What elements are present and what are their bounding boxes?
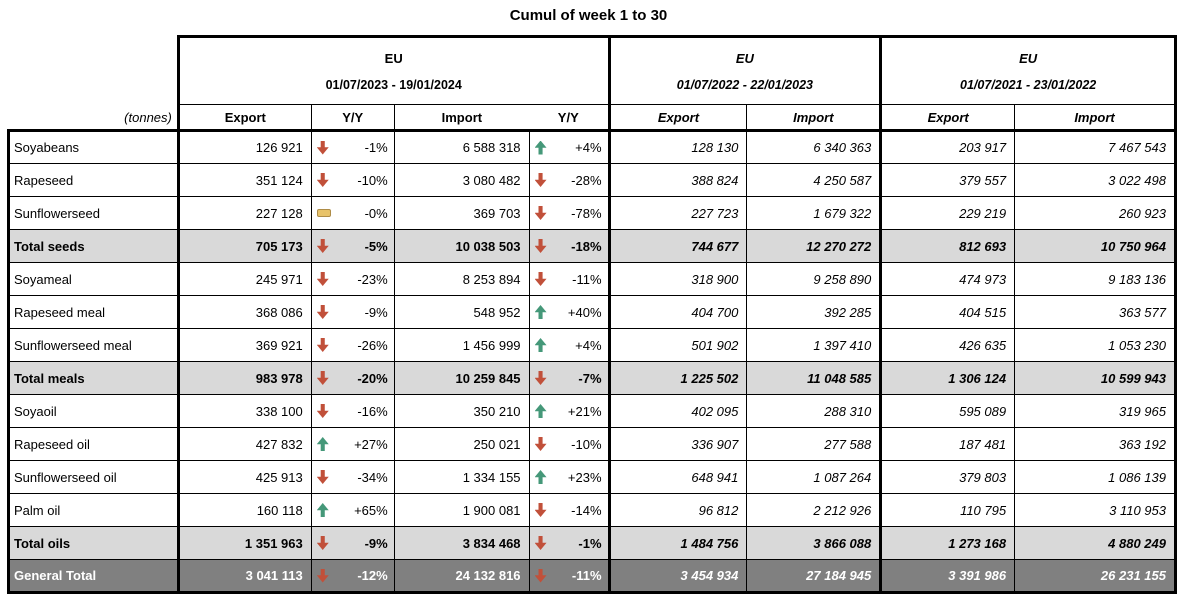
- import-yy-value: +4%: [575, 337, 602, 353]
- import-yy-cell: [529, 296, 609, 329]
- import-yy-value: +23%: [567, 469, 602, 485]
- prev2-import-value: 363 192: [1015, 428, 1176, 461]
- trend-icon: [535, 404, 547, 418]
- export-yy-value: -5%: [364, 238, 388, 254]
- table-row: [9, 461, 1176, 494]
- export-yy-value: -26%: [357, 337, 388, 353]
- export-value: 351 124: [178, 164, 311, 197]
- prev1-import-value: 6 340 363: [747, 131, 881, 164]
- export-yy-value: -23%: [357, 271, 388, 287]
- table-row-total-meals: [9, 362, 1176, 395]
- prev1-import-value: 1 679 322: [747, 197, 881, 230]
- trend-icon: [317, 305, 329, 319]
- table-row: [9, 197, 1176, 230]
- prev1-import-value: 1 087 264: [747, 461, 881, 494]
- import-yy-value: -14%: [571, 502, 602, 518]
- period-label: 01/07/2023 - 19/01/2024: [325, 77, 462, 92]
- export-value: 245 971: [178, 263, 311, 296]
- import-value: 6 588 318: [394, 131, 529, 164]
- export-yy-value: -9%: [364, 535, 388, 551]
- row-label: Sunflowerseed meal: [9, 329, 179, 362]
- report-table: [7, 35, 1177, 594]
- prev2-export-value: 379 557: [881, 164, 1015, 197]
- table-row: [9, 296, 1176, 329]
- import-value: 350 210: [394, 395, 529, 428]
- import-yy-cell: [529, 560, 609, 593]
- prev1-import-value: 9 258 890: [747, 263, 881, 296]
- trend-icon: [535, 239, 547, 253]
- trend-icon: [317, 437, 329, 451]
- import-yy-cell: [529, 197, 609, 230]
- export-yy-value: -9%: [364, 304, 388, 320]
- row-label: Soyaoil: [9, 395, 179, 428]
- prev2-export-value: 3 391 986: [881, 560, 1015, 593]
- import-yy-value: +21%: [567, 403, 602, 419]
- table-row: [9, 395, 1176, 428]
- prev2-export-value: 595 089: [881, 395, 1015, 428]
- table-row: [9, 263, 1176, 296]
- prev2-import-value: 26 231 155: [1015, 560, 1176, 593]
- prev2-import-value: 10 599 943: [1015, 362, 1176, 395]
- row-label: Palm oil: [9, 494, 179, 527]
- import-value: 10 038 503: [394, 230, 529, 263]
- prev1-export-value: 744 677: [609, 230, 747, 263]
- prev1-import-value: 12 270 272: [747, 230, 881, 263]
- region-label: EU: [735, 50, 754, 66]
- trend-icon: [317, 470, 329, 484]
- import-yy-cell: [529, 164, 609, 197]
- export-yy-value: +27%: [354, 436, 388, 452]
- table-row: [9, 131, 1176, 164]
- import-yy-value: -11%: [572, 271, 602, 287]
- prev2-export-value: 379 803: [881, 461, 1015, 494]
- row-label: Soyameal: [9, 263, 179, 296]
- export-yy-value: -0%: [364, 205, 388, 221]
- import-yy-cell: [529, 395, 609, 428]
- prev2-export-value: 203 917: [881, 131, 1015, 164]
- prev1-import-value: 2 212 926: [747, 494, 881, 527]
- import-value: 3 080 482: [394, 164, 529, 197]
- import-yy-value: -11%: [571, 568, 602, 583]
- trend-icon: [317, 338, 329, 352]
- trend-icon: [317, 173, 329, 187]
- prev1-export-value: 402 095: [609, 395, 747, 428]
- region-label: EU: [1019, 50, 1038, 66]
- col-header-export-prev2: Export: [881, 105, 1015, 131]
- prev1-export-value: 404 700: [609, 296, 747, 329]
- prev1-import-value: 288 310: [747, 395, 881, 428]
- page-title: Cumul of week 1 to 30: [509, 7, 668, 24]
- prev2-export-value: 229 219: [881, 197, 1015, 230]
- header-columns-row: [9, 105, 1176, 131]
- import-yy-value: -7%: [578, 370, 602, 386]
- trend-icon: [317, 569, 329, 583]
- import-yy-cell: [529, 461, 609, 494]
- export-yy-value: -1%: [364, 140, 388, 155]
- prev1-export-value: 96 812: [609, 494, 747, 527]
- import-yy-cell: [529, 131, 609, 164]
- import-value: 1 456 999: [394, 329, 529, 362]
- import-yy-value: -18%: [571, 238, 602, 254]
- import-value: 1 334 155: [394, 461, 529, 494]
- prev1-import-value: 3 866 088: [747, 527, 881, 560]
- row-label: Sunflowerseed: [9, 197, 179, 230]
- trend-icon: [535, 338, 547, 352]
- import-yy-cell: [529, 263, 609, 296]
- export-yy-cell: [311, 296, 394, 329]
- import-yy-value: -10%: [571, 436, 602, 452]
- export-value: 427 832: [178, 428, 311, 461]
- prev1-export-value: 336 907: [609, 428, 747, 461]
- import-yy-cell: [529, 494, 609, 527]
- table-row-total-seeds: [9, 230, 1176, 263]
- prev2-export-value: 404 515: [881, 296, 1015, 329]
- prev2-import-value: 9 183 136: [1015, 263, 1176, 296]
- export-value: 1 351 963: [178, 527, 311, 560]
- prev2-export-value: 110 795: [881, 494, 1015, 527]
- export-yy-cell: [311, 197, 394, 230]
- export-value: 338 100: [178, 395, 311, 428]
- prev2-import-value: 7 467 543: [1015, 131, 1176, 164]
- trend-icon: [317, 404, 329, 418]
- header-spacer: [9, 37, 179, 105]
- prev1-import-value: 392 285: [747, 296, 881, 329]
- trend-icon: [317, 239, 329, 253]
- prev1-export-value: 1 484 756: [609, 527, 747, 560]
- prev1-export-value: 501 902: [609, 329, 747, 362]
- prev1-import-value: 1 397 410: [747, 329, 881, 362]
- trend-icon: [317, 371, 329, 385]
- export-yy-cell: [311, 164, 394, 197]
- row-label: Total meals: [9, 362, 179, 395]
- import-yy-cell: [529, 527, 609, 560]
- col-header-export-prev1: Export: [609, 105, 747, 131]
- export-yy-cell: [311, 428, 394, 461]
- row-label: Total seeds: [9, 230, 179, 263]
- period-group-prev2: [881, 37, 1176, 105]
- table-row: [9, 428, 1176, 461]
- prev1-import-value: 27 184 945: [747, 560, 881, 593]
- col-header-export: Export: [178, 105, 311, 131]
- trend-icon: [317, 272, 329, 286]
- row-label: Sunflowerseed oil: [9, 461, 179, 494]
- row-label: Rapeseed oil: [9, 428, 179, 461]
- export-value: 425 913: [178, 461, 311, 494]
- col-header-import-prev1: Import: [747, 105, 881, 131]
- import-value: 369 703: [394, 197, 529, 230]
- row-label: Soyabeans: [9, 131, 179, 164]
- import-value: 548 952: [394, 296, 529, 329]
- export-yy-cell: [311, 461, 394, 494]
- export-yy-value: -20%: [357, 370, 388, 386]
- import-yy-cell: [529, 362, 609, 395]
- import-value: 24 132 816: [394, 560, 529, 593]
- export-yy-cell: [311, 131, 394, 164]
- trend-icon: [535, 470, 547, 484]
- prev2-import-value: 1 086 139: [1015, 461, 1176, 494]
- import-value: 10 259 845: [394, 362, 529, 395]
- export-value: 983 978: [178, 362, 311, 395]
- export-yy-value: -34%: [357, 469, 388, 485]
- prev2-import-value: 3 110 953: [1015, 494, 1176, 527]
- prev1-export-value: 388 824: [609, 164, 747, 197]
- export-yy-cell: [311, 263, 394, 296]
- trend-icon: [317, 536, 329, 550]
- export-yy-cell: [311, 395, 394, 428]
- trend-icon: [535, 536, 547, 550]
- export-yy-cell: [311, 230, 394, 263]
- export-value: 368 086: [178, 296, 311, 329]
- export-value: 705 173: [178, 230, 311, 263]
- export-yy-value: -10%: [357, 172, 388, 188]
- prev1-export-value: 227 723: [609, 197, 747, 230]
- import-yy-value: +4%: [575, 140, 602, 155]
- trend-icon: [535, 272, 547, 286]
- col-header-import-prev2: Import: [1015, 105, 1176, 131]
- trend-icon: [535, 305, 547, 319]
- period-group-prev1: [609, 37, 881, 105]
- table-row-general-total: [9, 560, 1176, 593]
- trend-icon: [535, 141, 547, 155]
- import-value: 8 253 894: [394, 263, 529, 296]
- export-value: 227 128: [178, 197, 311, 230]
- trend-icon: [535, 206, 547, 220]
- import-value: 1 900 081: [394, 494, 529, 527]
- col-header-import: Import: [394, 105, 529, 131]
- col-header-yy-import: Y/Y: [529, 105, 609, 131]
- row-label: Total oils: [9, 527, 179, 560]
- import-yy-cell: [529, 428, 609, 461]
- prev2-export-value: 1 306 124: [881, 362, 1015, 395]
- prev1-import-value: 277 588: [747, 428, 881, 461]
- export-value: 3 041 113: [178, 560, 311, 593]
- prev2-export-value: 187 481: [881, 428, 1015, 461]
- export-yy-cell: [311, 560, 394, 593]
- period-group-current: [178, 37, 609, 105]
- export-yy-value: -12%: [357, 568, 388, 583]
- export-yy-cell: [311, 329, 394, 362]
- prev2-import-value: 3 022 498: [1015, 164, 1176, 197]
- export-value: 160 118: [178, 494, 311, 527]
- export-value: 126 921: [178, 131, 311, 164]
- import-yy-value: -28%: [571, 172, 602, 188]
- header-period-row: [9, 37, 1176, 105]
- export-yy-value: +65%: [354, 502, 388, 518]
- period-label: 01/07/2021 - 23/01/2022: [960, 77, 1097, 92]
- region-label: EU: [384, 50, 403, 66]
- import-yy-value: -1%: [578, 535, 602, 551]
- row-label: Rapeseed meal: [9, 296, 179, 329]
- trend-icon: [535, 503, 547, 517]
- prev2-import-value: 319 965: [1015, 395, 1176, 428]
- prev2-export-value: 1 273 168: [881, 527, 1015, 560]
- trend-icon: [317, 503, 329, 517]
- prev1-import-value: 11 048 585: [747, 362, 881, 395]
- trend-icon: [535, 173, 547, 187]
- import-yy-cell: [529, 329, 609, 362]
- export-yy-cell: [311, 362, 394, 395]
- period-label: 01/07/2022 - 22/01/2023: [676, 77, 813, 92]
- trend-icon: [535, 569, 547, 583]
- trend-icon: [535, 437, 547, 451]
- import-yy-cell: [529, 230, 609, 263]
- row-label: Rapeseed: [9, 164, 179, 197]
- prev2-import-value: 10 750 964: [1015, 230, 1176, 263]
- table-row-total-oils: [9, 527, 1176, 560]
- table-row: [9, 329, 1176, 362]
- export-yy-value: -16%: [357, 403, 388, 419]
- prev2-import-value: 363 577: [1015, 296, 1176, 329]
- prev2-export-value: 474 973: [881, 263, 1015, 296]
- col-header-yy-export: Y/Y: [311, 105, 394, 131]
- prev2-import-value: 4 880 249: [1015, 527, 1176, 560]
- import-yy-value: +40%: [567, 304, 602, 320]
- prev1-export-value: 128 130: [609, 131, 747, 164]
- prev1-export-value: 318 900: [609, 263, 747, 296]
- prev2-export-value: 812 693: [881, 230, 1015, 263]
- prev1-import-value: 4 250 587: [747, 164, 881, 197]
- prev2-import-value: 260 923: [1015, 197, 1176, 230]
- row-label: General Total: [9, 560, 179, 593]
- import-yy-value: -78%: [571, 205, 602, 221]
- trend-icon: [317, 141, 329, 155]
- trend-icon: [535, 371, 547, 385]
- export-yy-cell: [311, 527, 394, 560]
- import-value: 3 834 468: [394, 527, 529, 560]
- export-yy-cell: [311, 494, 394, 527]
- prev2-export-value: 426 635: [881, 329, 1015, 362]
- prev2-import-value: 1 053 230: [1015, 329, 1176, 362]
- table-row: [9, 494, 1176, 527]
- unit-label: (tonnes): [9, 105, 179, 131]
- table-row: [9, 164, 1176, 197]
- trend-icon: [317, 209, 331, 217]
- prev1-export-value: 648 941: [609, 461, 747, 494]
- prev1-export-value: 1 225 502: [609, 362, 747, 395]
- import-value: 250 021: [394, 428, 529, 461]
- prev1-export-value: 3 454 934: [609, 560, 747, 593]
- export-value: 369 921: [178, 329, 311, 362]
